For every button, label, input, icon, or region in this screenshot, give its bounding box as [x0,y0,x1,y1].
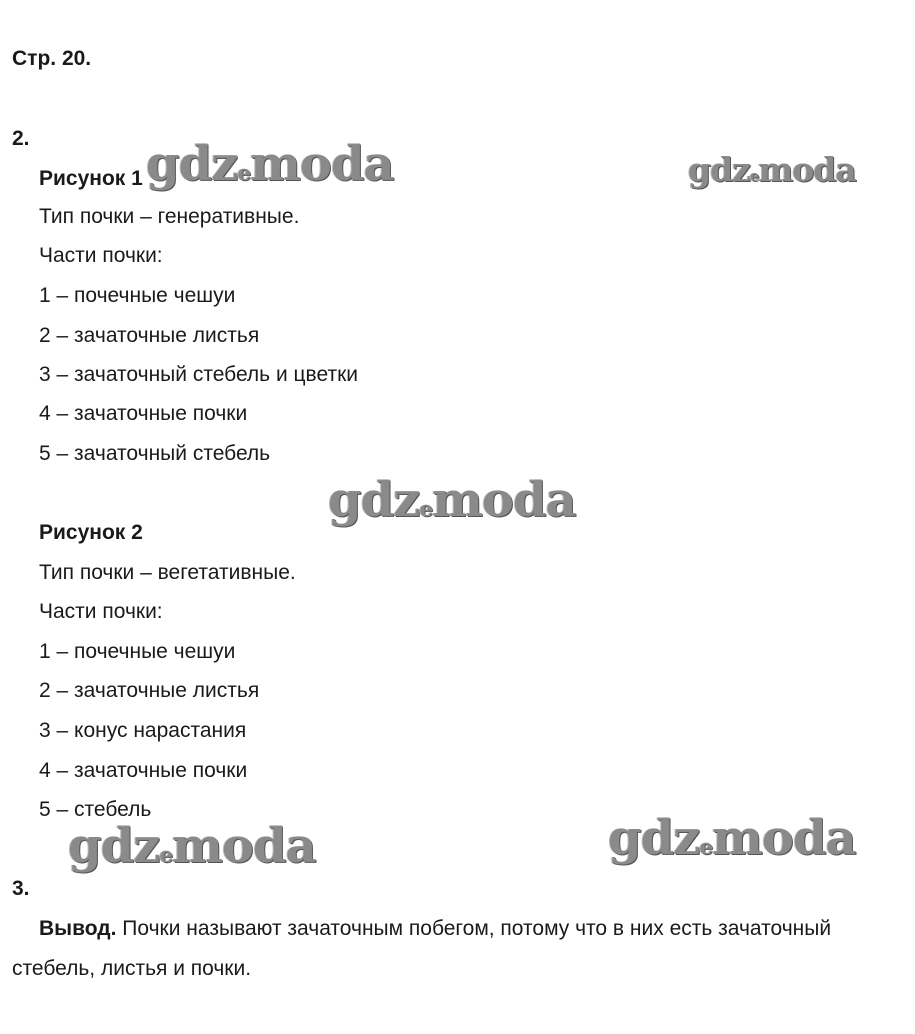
task-2-number: 2. [12,127,30,150]
watermark-left: gdz [328,472,420,528]
figure-2-part: 5 – стебель [39,798,152,821]
conclusion-label: Вывод. [39,917,117,940]
figure-2-part: 2 – зачаточные листья [39,679,260,702]
figure-1-type: Тип почки – генеративные. [39,205,300,228]
watermark-right: moda [172,818,316,874]
watermark-left: gdz [146,136,238,192]
task-3-number: 3. [12,877,30,900]
watermark-dot: e [749,167,759,185]
watermark-logo [328,472,576,528]
watermark-left: gdz [608,810,700,866]
figure-2-title: Рисунок 2 [39,521,143,544]
figure-2-part: 3 – конус нарастания [39,719,247,742]
watermark-left: gdz [688,150,750,189]
figure-1-part: 2 – зачаточные листья [39,324,260,347]
page-number: Стр. 20. [12,47,92,70]
watermark-right: moda [432,472,576,528]
watermark-dot: e [237,161,251,186]
conclusion-line-1 [39,916,831,942]
figure-1-part: 4 – зачаточные почки [39,402,248,425]
watermark-left: gdz [68,818,160,874]
conclusion-text: Почки называют зачаточным побегом, потому что в них есть зачаточный [122,917,832,940]
figure-1-parts-label: Части почки: [39,244,163,267]
watermark-dot: e [419,497,433,522]
watermark-logo [608,810,856,866]
watermark-logo [146,136,394,192]
figure-1-part: 3 – зачаточный стебель и цветки [39,363,358,386]
watermark-logo [688,150,856,189]
watermark-dot: e [159,843,173,868]
watermark-right: moda [712,810,856,866]
figure-2-part: 1 – почечные чешуи [39,640,236,663]
figure-1-part: 5 – зачаточный стебель [39,442,271,465]
watermark-dot: e [699,835,713,860]
watermark-right: moda [758,150,856,189]
figure-2-part: 4 – зачаточные почки [39,759,248,782]
conclusion-line-2: стебель, листья и почки. [12,957,252,980]
watermark-logo [68,818,316,874]
watermark-right: moda [250,136,394,192]
figure-2-parts-label: Части почки: [39,600,163,623]
figure-2-type: Тип почки – вегетативные. [39,561,296,584]
figure-1-title: Рисунок 1 [39,167,143,190]
figure-1-part: 1 – почечные чешуи [39,284,236,307]
